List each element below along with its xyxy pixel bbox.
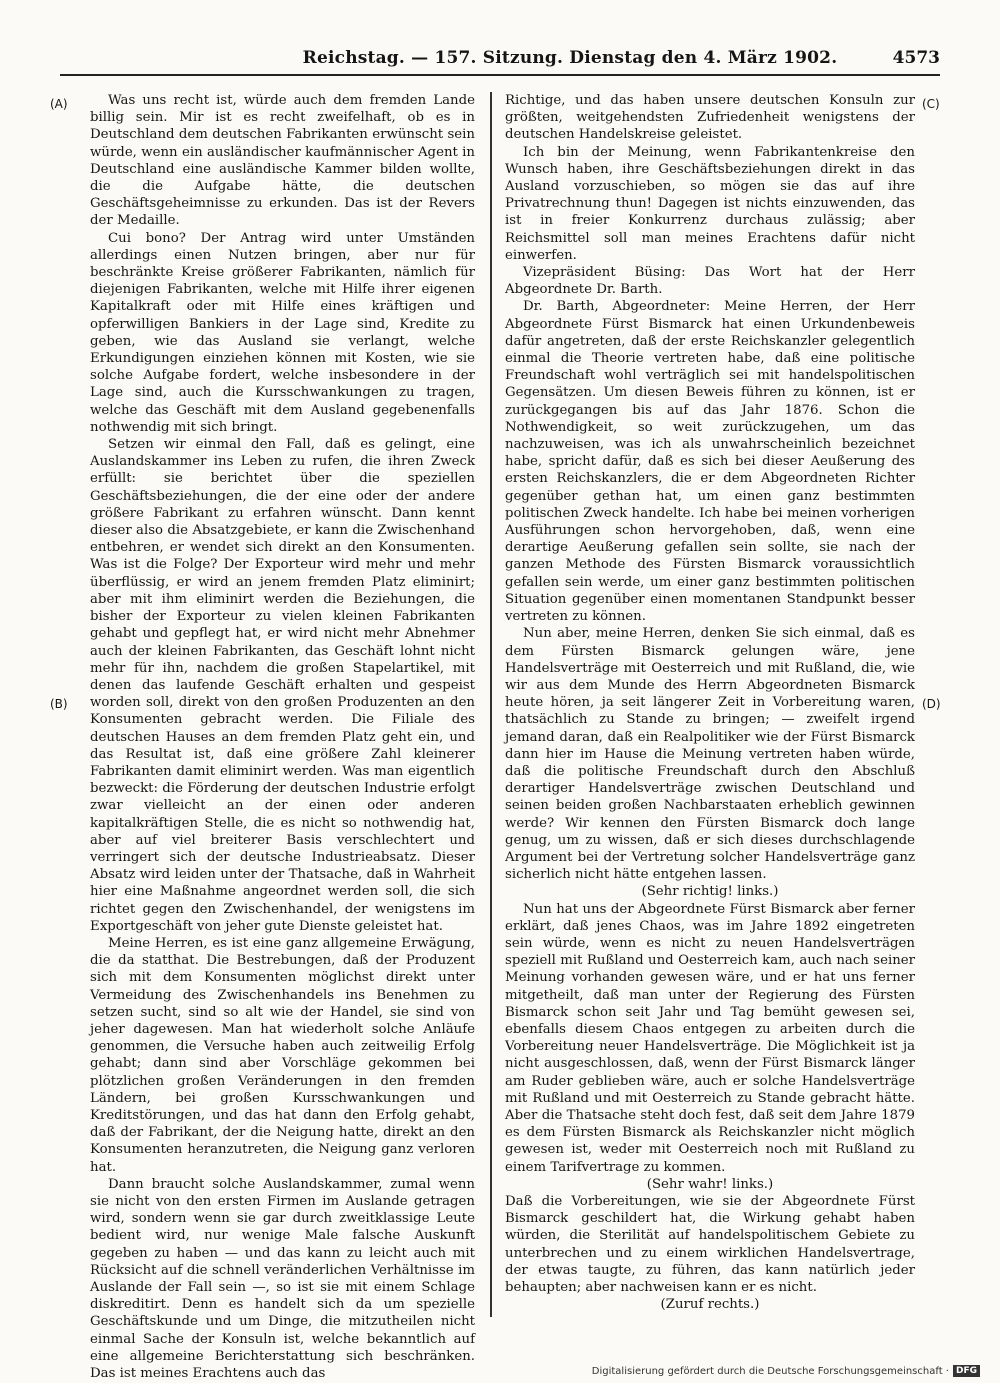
- paragraph: Cui bono? Der Antrag wird unter Umständen allerdings einen Nutzen bringen, aber nur für beschränkte Kreise größerer Fabrikanten, nämlich für diejenigen Fabrikanten, welche mit Hilfe ihrer eigenen Kapitalkraft oder mit Hilfe eines kräftigen und opferwilligen Bankiers in der Lage sind, Kredite zu geben, wie das Ausland sie verlangt, welche Erkundigungen einziehen können mit Kosten, wie sie solche Aufgabe fordert, welche insbesondere in der Lage sind, auch die Kursschwankungen zu tragen, welche das Geschäft mit dem Ausland gegebenenfalls nothwendig mit sich bringt.: [90, 230, 475, 435]
- paragraph: Dann braucht solche Auslandskammer, zumal wenn sie nicht von den ersten Firmen im Auslande getragen wird, sondern wenn sie gar durch zweitklassige Leute bedient wird, nur wenige Male falsche Auskunft gegeben zu haben — und das kann zu leicht auch mit Rücksicht auf die schnell veränderlichen Verhältnisse im Auslande der Fall sein —, so ist sie mit einem Schlage diskreditirt. Denn es handelt sich da um spezielle Geschäftskunde und um Dinge, die mitzutheilen nicht einmal Sache der Konsuln ist, welche bekanntlich auf eine allgemeine Berichterstattung sich beschränken. Das ist meines Erachtens auch das: [90, 1176, 475, 1382]
- paragraph: Meine Herren, es ist eine ganz allgemeine Erwägung, die da statthat. Die Bestrebungen, daß der Produzent sich mit dem Konsumenten möglichst direkt unter Vermeidung des Zwischenhandels ins Benehmen zu setzen sucht, sind so alt wie der Handel, sie sind von jeher dagewesen. Man hat wiederholt solche Anläufe genommen, die Versuche haben auch zeitweilig Erfolg gehabt; dann sind aber Vorschläge gekommen bei plötzlichen großen Veränderungen in den fremden Ländern, bei großen Kursschwankungen und Kreditstörungen, und das hat dann den Erfolg gehabt, daß der Fabrikant, der die Neigung hatte, direkt an den Konsumenten heranzutreten, die Neigung ganz verloren hat.: [90, 935, 475, 1175]
- left-column: [90, 92, 475, 1382]
- speaker-paragraph: Dr. Barth, Abgeordneter: Meine Herren, der Herr Abgeordnete Fürst Bismarck hat einen Urkundenbeweis dafür angetreten, daß der erste Reichskanzler gelegentlich einmal die Theorie vertreten habe, daß eine politische Freundschaft wohl verträglich sei mit handelspolitischen Gegensätzen. Um diesen Beweis führen zu können, ist er zurückgegangen bis auf das Jahr 1876. Schon die Nothwendigkeit, so weit zurückzugehen, um das nachzuweisen, was ich als unwahrscheinlich bezeichnet habe, spricht dafür, daß es sich bei dieser Aeußerung des ersten Reichskanzlers, die er dem Abgeordneten Richter gegenüber gethan hat, um einen ganz bestimmten politischen Zweck handelte. Ich habe bei meinen vorherigen Ausführungen schon hervorgehoben, daß, wenn eine derartige Aeußerung gefallen sein sollte, sie nach der ganzen Methode des Fürsten Bismarck voraussichtlich gefallen sein werde, um einer ganz bestimmten politischen Situation gegenüber einen momentanen Standpunkt besser vertreten zu können.: [505, 299, 915, 625]
- paragraph: Ich bin der Meinung, wenn Fabrikantenkreise den Wunsch haben, ihre Geschäftsbeziehungen direkt in das Ausland vorzuschieben, so mögen sie das auf ihre Privatrechnung thun! Dagegen ist nichts einzuwenden, das ist in freier Konkurrenz durchaus zulässig; aber Reichsmittel soll man meines Erachtens dafür nicht einwerfen.: [505, 144, 915, 263]
- interjection: (Sehr richtig! links.): [641, 884, 779, 900]
- running-title: Reichstag. — 157. Sitzung. Dienstag den 4. März 1902.: [302, 48, 838, 68]
- paragraph: Nun aber, meine Herren, denken Sie sich einmal, daß es dem Fürsten Bismarck gelungen wäre, jene Handelsverträge mit Oesterreich und mit Rußland, die, wie wir aus dem Munde des Herrn Abgeordneten Bismarck heute hören, ja seit längerer Zeit in Vorbereitung waren, thatsächlich zu Stande zu bringen; — zweifelt irgend jemand daran, daß ein Realpolitiker wie der Fürst Bismarck dann hier im Hause die Meinung vertreten haben würde, daß die politische Freundschaft durch den Abschluß derartiger Handelsverträge zwischen Deutschland und seinen beiden großen Nachbarstaaten erheblich gewinnen werde? Wir kennen den Fürsten Bismarck doch lange genug, um zu wissen, daß er sich dieses durchschlagende Argument bei der Vertretung solcher Handelsverträge ganz sicherlich nicht hätte entgehen lassen.: [505, 626, 915, 883]
- right-column: [505, 92, 915, 1312]
- paragraph: Daß die Vorbereitungen, wie sie der Abgeordnete Fürst Bismarck geschildert hat, die Wirkung gehabt haben würden, die Sterilität auf handelspolitischem Gebiete zu unterbrechen und zu einem wirklichen Handelsvertrage, der etwas taugte, zu führen, das kann natürlich jeder behaupten; aber nachweisen kann er es nicht.: [505, 1194, 915, 1296]
- dfg-logo-icon: DFG: [953, 1365, 980, 1377]
- paragraph: Was uns recht ist, würde auch dem fremden Lande billig sein. Mir ist es recht zweifelhaft, ob es in Deutschland dem deutschen Fabrikanten erwünscht sein würde, wenn ein ausländischer kaufmännischer Agent in Deutschland eine ausländische Kammer bilden wollte, die die Aufgabe hätte, die deutschen Geschäftsgeheimnisse zu erkunden. Das ist der Revers der Medaille.: [90, 93, 475, 229]
- page-number: 4573: [892, 48, 940, 68]
- paragraph: Richtige, und das haben unsere deutschen Konsuln zur größten, weitgehendsten Zufriedenheit wenigstens der deutschen Handelskreise geleistet.: [505, 93, 915, 143]
- margin-marker-b: (B): [50, 697, 68, 711]
- paragraph: Setzen wir einmal den Fall, daß es gelingt, eine Auslandskammer ins Leben zu rufen, die ihren Zweck erfüllt: sie berichtet über die speziellen Geschäftsbeziehungen, die der eine oder der andere größere Fabrikant zu erfahren wünscht. Dann kennt dieser also die Absatzgebiete, er kann die Zwischenhand entbehren, er wendet sich direkt an den Konsumenten. Was ist die Folge? Der Exporteur wird mehr und mehr überflüssig, er wird an jenem fremden Platz eliminirt; aber mit ihm eliminirt werden die Beziehungen, die bisher der Exporteur zu vielen kleinen Fabrikanten gehabt und gepflegt hat, er wird nicht mehr Abnehmer auch der kleinen Fabrikanten, das Geschäft lohnt nicht mehr für ihn, nachdem die großen Stapelartikel, mit denen das laufende Geschäft erhalten und gespeist worden soll, direkt von den großen Produzenten an den Konsumenten gebracht werden. Die Filiale des deutschen Hauses an dem fremden Platz geht ein, und das Resultat ist, daß eine größere Zahl kleinerer Fabrikanten damit eliminirt werden. Was man eigentlich bezweckt: die Förderung der deutschen Industrie erfolgt zwar vielleicht an der einen oder anderen kapitalkräftigen Stelle, die es nicht so nothwendig hat, aber auf viel breiterer Basis verschlechtert und verringert sich der deutsche Industrieabsatz. Dieser Absatz wird leiden unter der Thatsache, daß in Wahrheit hier eine Maßnahme angeordnet werden soll, die sich richtet gegen den Zwischenhandel, der wenigstens im Exportgeschäft von jeher gute Dienste geleistet hat.: [90, 437, 475, 934]
- margin-marker-c: (C): [922, 97, 940, 111]
- footer-text: Digitalisierung gefördert durch die Deutsche Forschungsgemeinschaft ·: [591, 1365, 949, 1377]
- digitization-footer: [592, 1365, 980, 1377]
- paragraph: Nun hat uns der Abgeordnete Fürst Bismarck aber ferner erklärt, daß jenes Chaos, was im Jahre 1892 eingetreten sein würde, wenn es nicht zu neuen Handelsverträgen speziell mit Rußland und Oesterreich kam, auch nach seiner Meinung vorhanden gewesen wäre, und er hat uns ferner mitgetheilt, daß man unter der Regierung des Fürsten Bismarck schon seit Jahr und Tag bemüht gewesen sei, ebenfalls diesem Chaos entgegen zu arbeiten durch die Vorbereitung neuer Handelsverträge. Die Möglichkeit ist ja nicht ausgeschlossen, daß, wenn der Fürst Bismarck länger am Ruder geblieben wäre, auch er solche Handelsverträge mit Rußland und mit Oesterreich zu Stande gebracht hätte. Aber die Thatsache steht doch fest, daß seit dem Jahre 1879 es dem Fürsten Bismarck als Reichskanzler nicht möglich gewesen ist, weder mit Oesterreich noch mit Rußland zu einem Tarifvertrage zu kommen.: [505, 901, 915, 1175]
- column-divider: [490, 92, 492, 1317]
- page-header: [60, 48, 940, 76]
- speaker-paragraph: Vizepräsident Büsing: Das Wort hat der Herr Abgeordnete Dr. Barth.: [505, 265, 915, 298]
- interjection: (Zuruf rechts.): [660, 1297, 760, 1313]
- interjection: (Sehr wahr! links.): [646, 1176, 774, 1192]
- margin-marker-a: (A): [50, 97, 68, 111]
- margin-marker-d: (D): [922, 697, 941, 711]
